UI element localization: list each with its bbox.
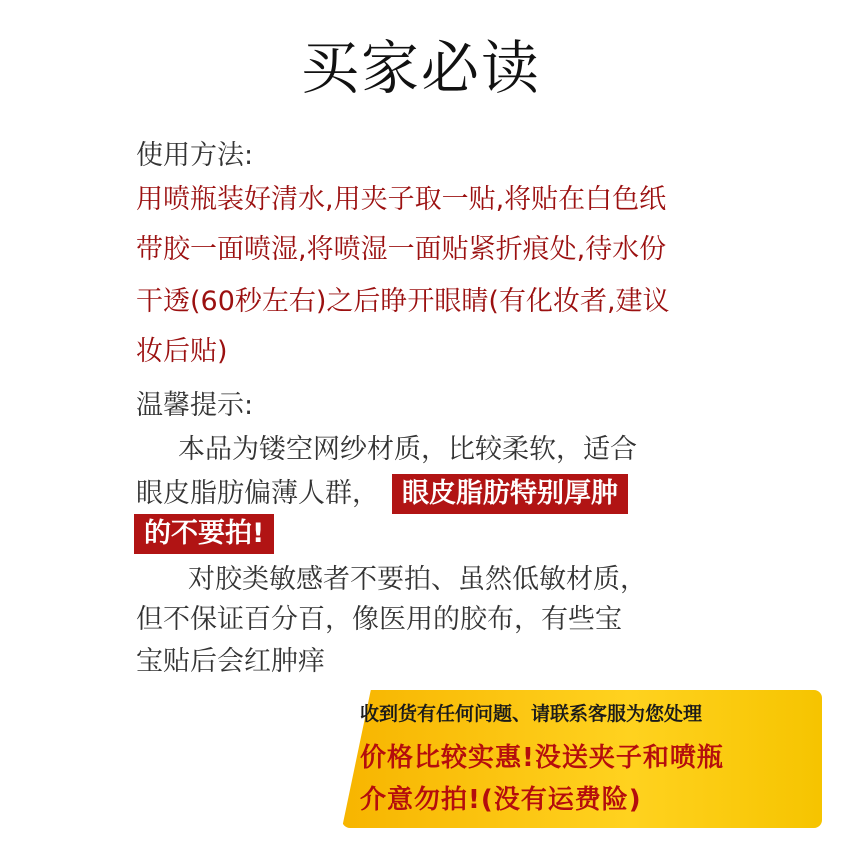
highlight-warning-1: 眼皮脂肪特别厚肿	[392, 474, 628, 514]
banner-price-text: 价格比较实惠!没送夹子和喷瓶	[360, 743, 724, 773]
usage-heading: 使用方法:	[136, 140, 254, 171]
tips-line-2: 眼皮脂肪偏薄人群，	[136, 478, 379, 509]
highlight-warning-2: 的不要拍!	[134, 514, 274, 554]
usage-line-1: 用喷瓶装好清水,用夹子取一贴,将贴在白色纸	[136, 184, 667, 215]
tips-heading: 温馨提示:	[136, 390, 254, 421]
usage-line-2: 带胶一面喷湿,将喷湿一面贴紧折痕处,待水份	[136, 234, 667, 265]
tips-line-3: 对胶类敏感者不要拍、虽然低敏材质，	[188, 564, 647, 595]
page-title: 买家必读	[300, 34, 541, 102]
banner-contact-text: 收到货有任何问题、请联系客服为您处理	[360, 703, 703, 725]
tips-line-1: 本品为镂空网纱材质，比较柔软，适合	[178, 434, 637, 465]
usage-line-4: 妆后贴)	[136, 336, 228, 367]
usage-line-3: 干透(60秒左右)之后睁开眼睛(有化妆者,建议	[136, 286, 670, 317]
tips-line-5: 宝贴后会红肿痒	[136, 646, 325, 677]
banner-warning-text: 介意勿拍!(没有运费险)	[360, 785, 642, 815]
tips-line-4: 但不保证百分百，像医用的胶布，有些宝	[136, 604, 622, 635]
